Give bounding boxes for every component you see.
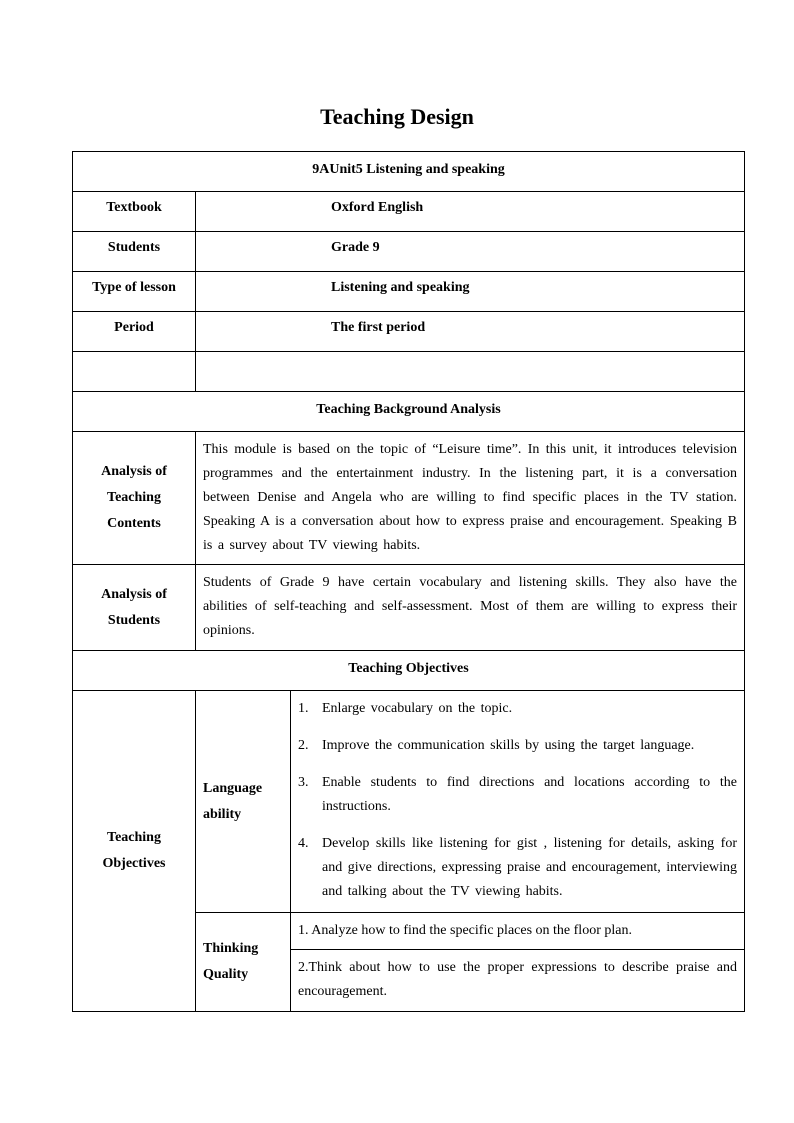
contents-label: Analysis of Teaching Contents [73, 432, 196, 565]
students-text: Students of Grade 9 have certain vocabulary and listening skills. They also have the abilities of self-teaching and self-assessment. Most of them are willing to express their opinions. [196, 565, 745, 651]
list-item [298, 734, 737, 758]
table-row [73, 272, 745, 312]
empty-cell [73, 352, 196, 392]
period-label: Period [73, 312, 196, 352]
students-value: Grade 9 [196, 232, 745, 272]
list-item [298, 832, 737, 904]
list-number: 3. [298, 775, 309, 790]
table-row [73, 192, 745, 232]
lesson-type-label: Type of lesson [73, 272, 196, 312]
list-number: 1. [298, 701, 309, 716]
students-analysis-label: Analysis of Students [73, 565, 196, 651]
table-row [73, 232, 745, 272]
list-number: 4. [298, 836, 309, 851]
list-text: Enable students to find directions and locations according to the instructions. [322, 775, 737, 814]
language-ability-list [298, 697, 737, 904]
list-item [298, 771, 737, 819]
list-text: Enlarge vocabulary on the topic. [322, 701, 513, 716]
thinking-item: 1. Analyze how to find the specific places on the floor plan. [291, 913, 745, 950]
thinking-quality-label: Thinking Quality [196, 913, 291, 1012]
students-label: Students [73, 232, 196, 272]
unit-title: 9AUnit5 Listening and speaking [312, 162, 505, 177]
language-ability-label: Language ability [196, 691, 291, 913]
table-row [73, 691, 745, 913]
teaching-design-table [72, 151, 745, 1012]
textbook-label: Textbook [73, 192, 196, 232]
list-text: Improve the communication skills by using the target language. [322, 738, 695, 753]
language-ability-list-cell [291, 691, 745, 913]
unit-title-cell [73, 152, 745, 192]
empty-cell [196, 352, 745, 392]
objectives-heading: Teaching Objectives [73, 651, 745, 691]
list-number: 2. [298, 738, 309, 753]
list-text: Develop skills like listening for gist , listening for details, asking for and give directions, expressing praise and encouragement, interviewing and talking about the TV viewing habits. [322, 836, 737, 899]
list-item [298, 697, 737, 721]
thinking-item: 2.Think about how to use the proper expressions to describe praise and encouragement. [291, 950, 745, 1012]
background-heading: Teaching Background Analysis [73, 392, 745, 432]
page-title: Teaching Design [320, 104, 474, 129]
objectives-label: Teaching Objectives [73, 691, 196, 1012]
lesson-type-value: Listening and speaking [196, 272, 745, 312]
table-row [73, 312, 745, 352]
contents-text: This module is based on the topic of “Leisure time”. In this unit, it introduces television programmes and the entertainment industry. In the listening part, it is a conversation between Denise and Angela who are willing to find specific places in the TV station. Speaking A is a conversation about how to express praise and encouragement. Speaking B is a survey about TV viewing habits. [196, 432, 745, 565]
table-row [73, 565, 745, 651]
textbook-value: Oxford English [196, 192, 745, 232]
empty-row [73, 352, 745, 392]
table-row [73, 432, 745, 565]
period-value: The first period [196, 312, 745, 352]
